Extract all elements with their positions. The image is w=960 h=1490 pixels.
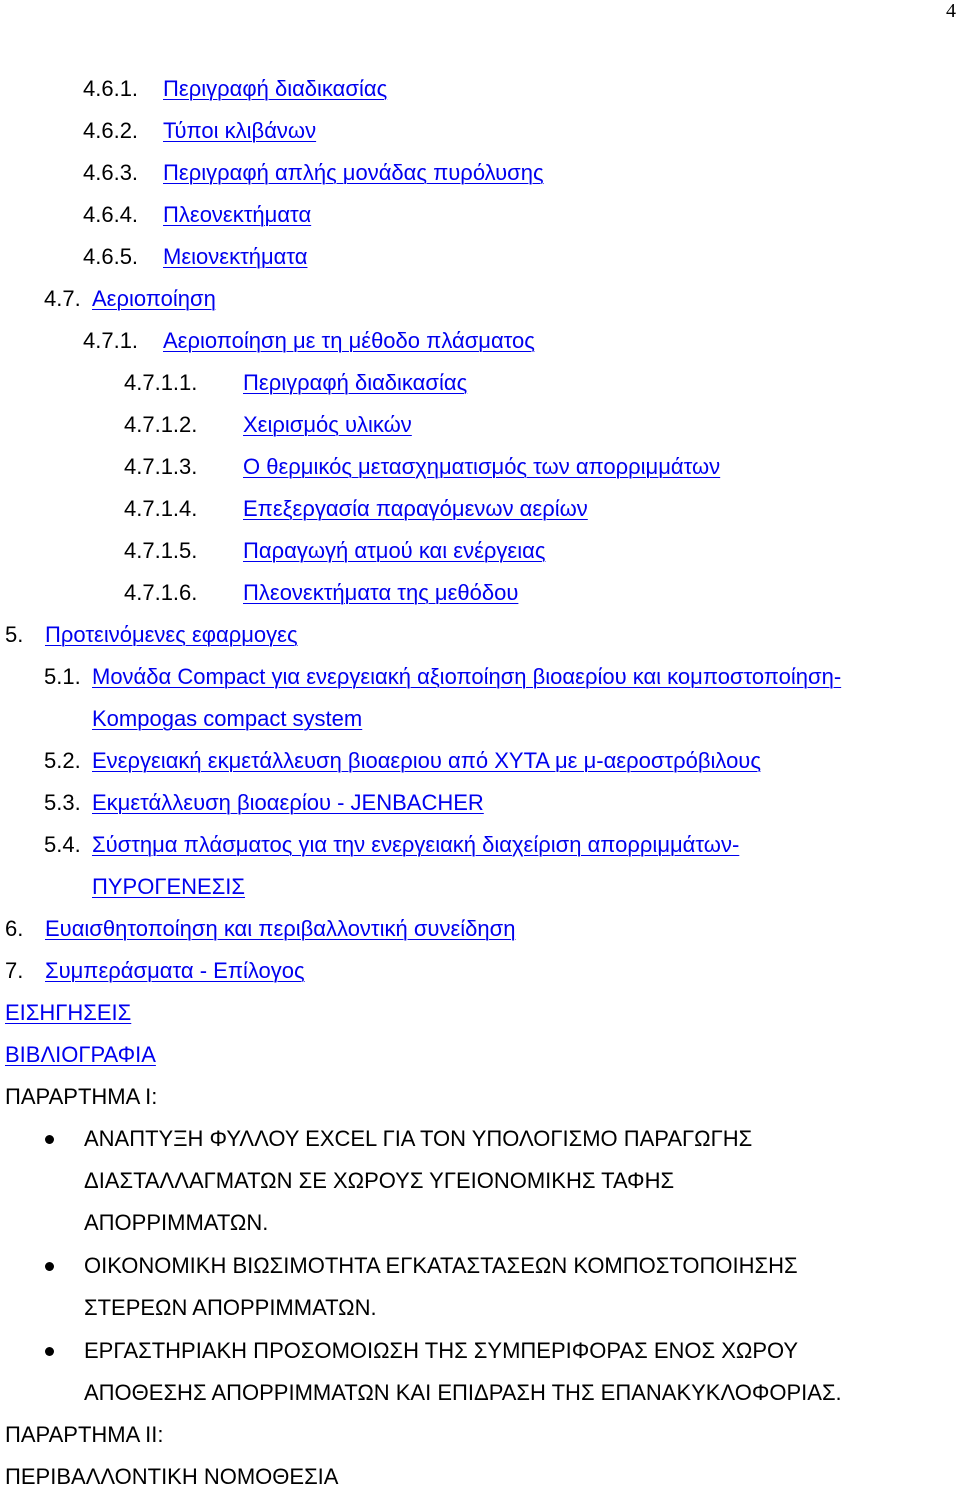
toc-number: 4.7.1.2.: [124, 412, 198, 437]
toc-link-vivliografia[interactable]: ΒΙΒΛΙΟΓΡΑΦΙΑ: [5, 1042, 156, 1067]
toc-number: 5.: [5, 622, 24, 647]
appendix-2-subtitle: ΠΕΡΙΒΑΛΛΟΝΤΙΚΗ ΝΟΜΟΘΕΣΙΑ: [5, 1464, 339, 1489]
toc-link[interactable]: Πλεονεκτήματα: [163, 202, 312, 227]
toc-link[interactable]: Ο θερμικός μετασχηματισμός των απορριμμάτων: [243, 454, 721, 479]
appendix-1-item-line: ΑΠΟΡΡΙΜΜΑΤΩΝ.: [84, 1210, 269, 1235]
toc-link[interactable]: Προτεινόμενες εφαρμογες: [45, 622, 298, 647]
toc-number: 6.: [5, 916, 24, 941]
toc-number: 4.7.1.3.: [124, 454, 198, 479]
toc-link[interactable]: Συμπεράσματα - Επίλογος: [45, 958, 305, 983]
appendix-1-item-line: ΕΡΓΑΣΤΗΡΙΑΚΗ ΠΡΟΣΟΜΟΙΩΣΗ ΤΗΣ ΣΥΜΠΕΡΙΦΟΡΑΣ ΕΝΟΣ ΧΩΡΟΥ: [84, 1338, 799, 1363]
appendix-1-item-line: ΑΠΟΘΕΣΗΣ ΑΠΟΡΡΙΜΜΑΤΩΝ ΚΑΙ ΕΠΙΔΡΑΣΗ ΤΗΣ ΕΠΑΝΑΚΥΚΛΟΦΟΡΙΑΣ.: [84, 1380, 842, 1405]
toc-link[interactable]: Ευαισθητοποίηση και περιβαλλοντική συνείδηση: [45, 916, 516, 941]
toc-link[interactable]: Ενεργειακή εκμετάλλευση βιοαεριου από ΧΥΤΑ με μ-αεροστρόβιλους: [92, 748, 761, 773]
toc-number: 4.7.1.5.: [124, 538, 198, 563]
appendix-1-item-line: ΟΙΚΟΝΟΜΙΚΗ ΒΙΩΣΙΜΟΤΗΤΑ ΕΓΚΑΤΑΣΤΑΣΕΩΝ ΚΟΜΠΟΣΤΟΠΟΙΗΣΗΣ: [84, 1253, 798, 1278]
toc-link[interactable]: Παραγωγή ατμού και ενέργειας: [243, 538, 546, 563]
toc-number: 4.7.1.: [83, 328, 139, 353]
bullet-icon: [45, 1135, 54, 1144]
toc-number: 4.6.2.: [83, 118, 139, 143]
toc-number: 5.2.: [44, 748, 81, 773]
toc-number: 4.7.: [44, 286, 81, 311]
appendix-1-item-line: ΣΤΕΡΕΩΝ ΑΠΟΡΡΙΜΜΑΤΩΝ.: [84, 1295, 377, 1320]
toc-link[interactable]: Kompogas compact system: [92, 706, 363, 731]
toc-number: 7.: [5, 958, 24, 983]
toc-number: 4.7.1.1.: [124, 370, 198, 395]
toc-link[interactable]: Περιγραφή διαδικασίας: [163, 76, 388, 101]
toc-number: 4.6.5.: [83, 244, 139, 269]
toc-number: 4.6.3.: [83, 160, 139, 185]
toc-number: 4.6.4.: [83, 202, 139, 227]
appendix-1-item-line: ΔΙΑΣΤΑΛΛΑΓΜΑΤΩΝ ΣΕ ΧΩΡΟΥΣ ΥΓΕΙΟΝΟΜΙΚΗΣ ΤΑΦΗΣ: [84, 1168, 675, 1193]
toc-number: 5.4.: [44, 832, 81, 857]
toc-link[interactable]: Σύστημα πλάσματος για την ενεργειακή διαχείριση απορριμμάτων-: [92, 832, 740, 857]
toc-link[interactable]: Αεριοποίηση με τη μέθοδο πλάσματος: [163, 328, 535, 353]
toc-link[interactable]: Περιγραφή διαδικασίας: [243, 370, 468, 395]
appendix-2-title: ΠΑΡΑΡΤΗΜΑ ΙΙ:: [5, 1422, 164, 1447]
toc-number: 5.1.: [44, 664, 81, 689]
toc-link-eisigiseis[interactable]: ΕΙΣΗΓΗΣΕΙΣ: [5, 1000, 132, 1025]
bullet-icon: [45, 1262, 54, 1271]
toc-number: 4.7.1.6.: [124, 580, 198, 605]
toc-link[interactable]: Επεξεργασία παραγόμενων αερίων: [243, 496, 588, 521]
toc-link[interactable]: Μονάδα Compact για ενεργειακή αξιοποίηση βιοαερίου και κομποστοποίηση-: [92, 664, 842, 689]
toc-link[interactable]: Περιγραφή απλής μονάδας πυρόλυσης: [163, 160, 544, 185]
toc-link[interactable]: Χειρισμός υλικών: [243, 412, 412, 437]
toc-link[interactable]: Μειονεκτήματα: [163, 244, 308, 269]
bullet-icon: [45, 1347, 54, 1356]
toc-link[interactable]: ΠΥΡΟΓΕΝΕΣΙΣ: [92, 874, 246, 899]
toc-link[interactable]: Τύποι κλιβάνων: [163, 118, 317, 143]
toc-link[interactable]: Αεριοποίηση: [92, 286, 216, 311]
toc-number: 5.3.: [44, 790, 81, 815]
appendix-1-title: ΠΑΡΑΡΤΗΜΑ Ι:: [5, 1084, 158, 1109]
toc-link[interactable]: Εκμετάλλευση βιοαερίου - JENBACHER: [92, 790, 484, 815]
page-number: 4: [946, 0, 956, 22]
toc-number: 4.7.1.4.: [124, 496, 198, 521]
toc-link[interactable]: Πλεονεκτήματα της μεθόδου: [243, 580, 519, 605]
appendix-1-item-line: ΑΝΑΠΤΥΞΗ ΦΥΛΛΟΥ EXCEL ΓΙΑ ΤΟΝ ΥΠΟΛΟΓΙΣΜΟ ΠΑΡΑΓΩΓΗΣ: [84, 1126, 753, 1151]
toc-number: 4.6.1.: [83, 76, 139, 101]
